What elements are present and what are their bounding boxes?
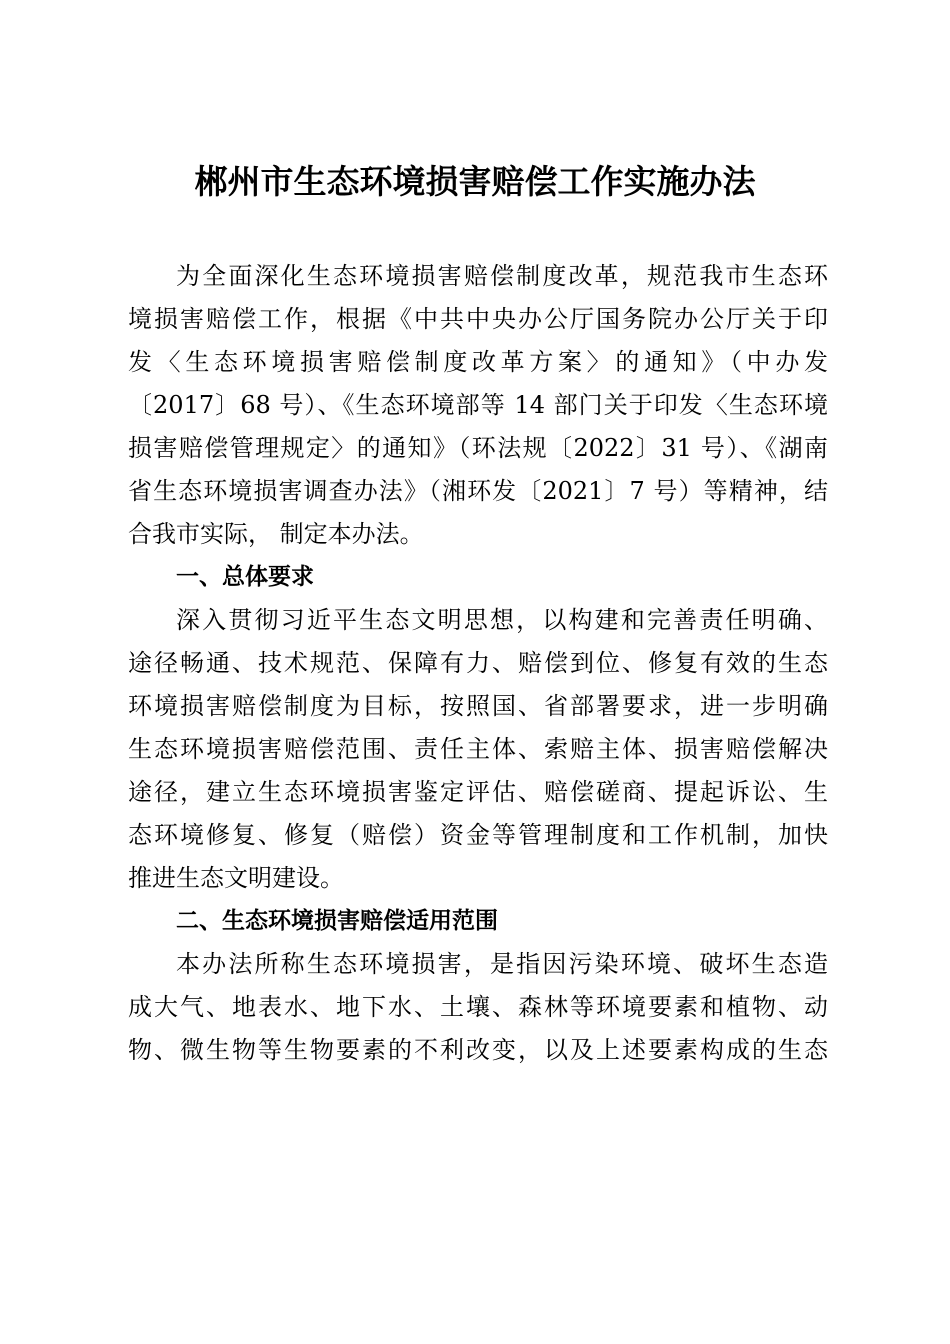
paragraph-line: 损害赔偿管理规定〉的通知》（环法规〔2022〕31 号）、《湖南 [128, 434, 828, 462]
document-body [128, 255, 828, 1072]
paragraph-line: 成大气、地表水、地下水、土壤、森林等环境要素和植物、动 [128, 993, 828, 1021]
paragraph-line: 生态环境损害赔偿范围、责任主体、索赔主体、损害赔偿解决 [128, 735, 828, 763]
paragraph-line: 途径，建立生态环境损害鉴定评估、赔偿磋商、提起诉讼、生 [128, 778, 828, 806]
paragraph-line: 〔2017〕68 号）、《生态环境部等 14 部门关于印发〈生态环境 [128, 391, 828, 419]
paragraph-line: 推进生态文明建设。 [128, 864, 344, 892]
section-heading: 一、总体要求 [176, 564, 314, 590]
paragraph-line: 合我市实际， 制定本办法。 [128, 520, 424, 548]
paragraph-line: 环境损害赔偿制度为目标，按照国、省部署要求，进一步明确 [128, 692, 828, 720]
paragraph-line: 省生态环境损害调查办法》（湘环发〔2021〕7 号）等精神，结 [128, 477, 828, 505]
paragraph-line: 途径畅通、技术规范、保障有力、赔偿到位、修复有效的生态 [128, 649, 828, 677]
paragraph-line: 深入贯彻习近平生态文明思想，以构建和完善责任明确、 [176, 606, 828, 634]
paragraph-line: 发〈生态环境损害赔偿制度改革方案〉的通知》（中办发 [128, 348, 828, 376]
section-heading: 二、生态环境损害赔偿适用范围 [176, 908, 498, 934]
document-title: 郴州市生态环境损害赔偿工作实施办法 [194, 162, 756, 201]
paragraph-line: 物、微生物等生物要素的不利改变，以及上述要素构成的生态 [128, 1036, 828, 1064]
paragraph-line: 境损害赔偿工作，根据《中共中央办公厅国务院办公厅关于印 [128, 305, 828, 333]
paragraph-line: 为全面深化生态环境损害赔偿制度改革，规范我市生态环 [176, 262, 828, 290]
paragraph-line: 本办法所称生态环境损害，是指因污染环境、破坏生态造 [176, 950, 828, 978]
paragraph-line: 态环境修复、修复（赔偿）资金等管理制度和工作机制，加快 [128, 821, 828, 849]
